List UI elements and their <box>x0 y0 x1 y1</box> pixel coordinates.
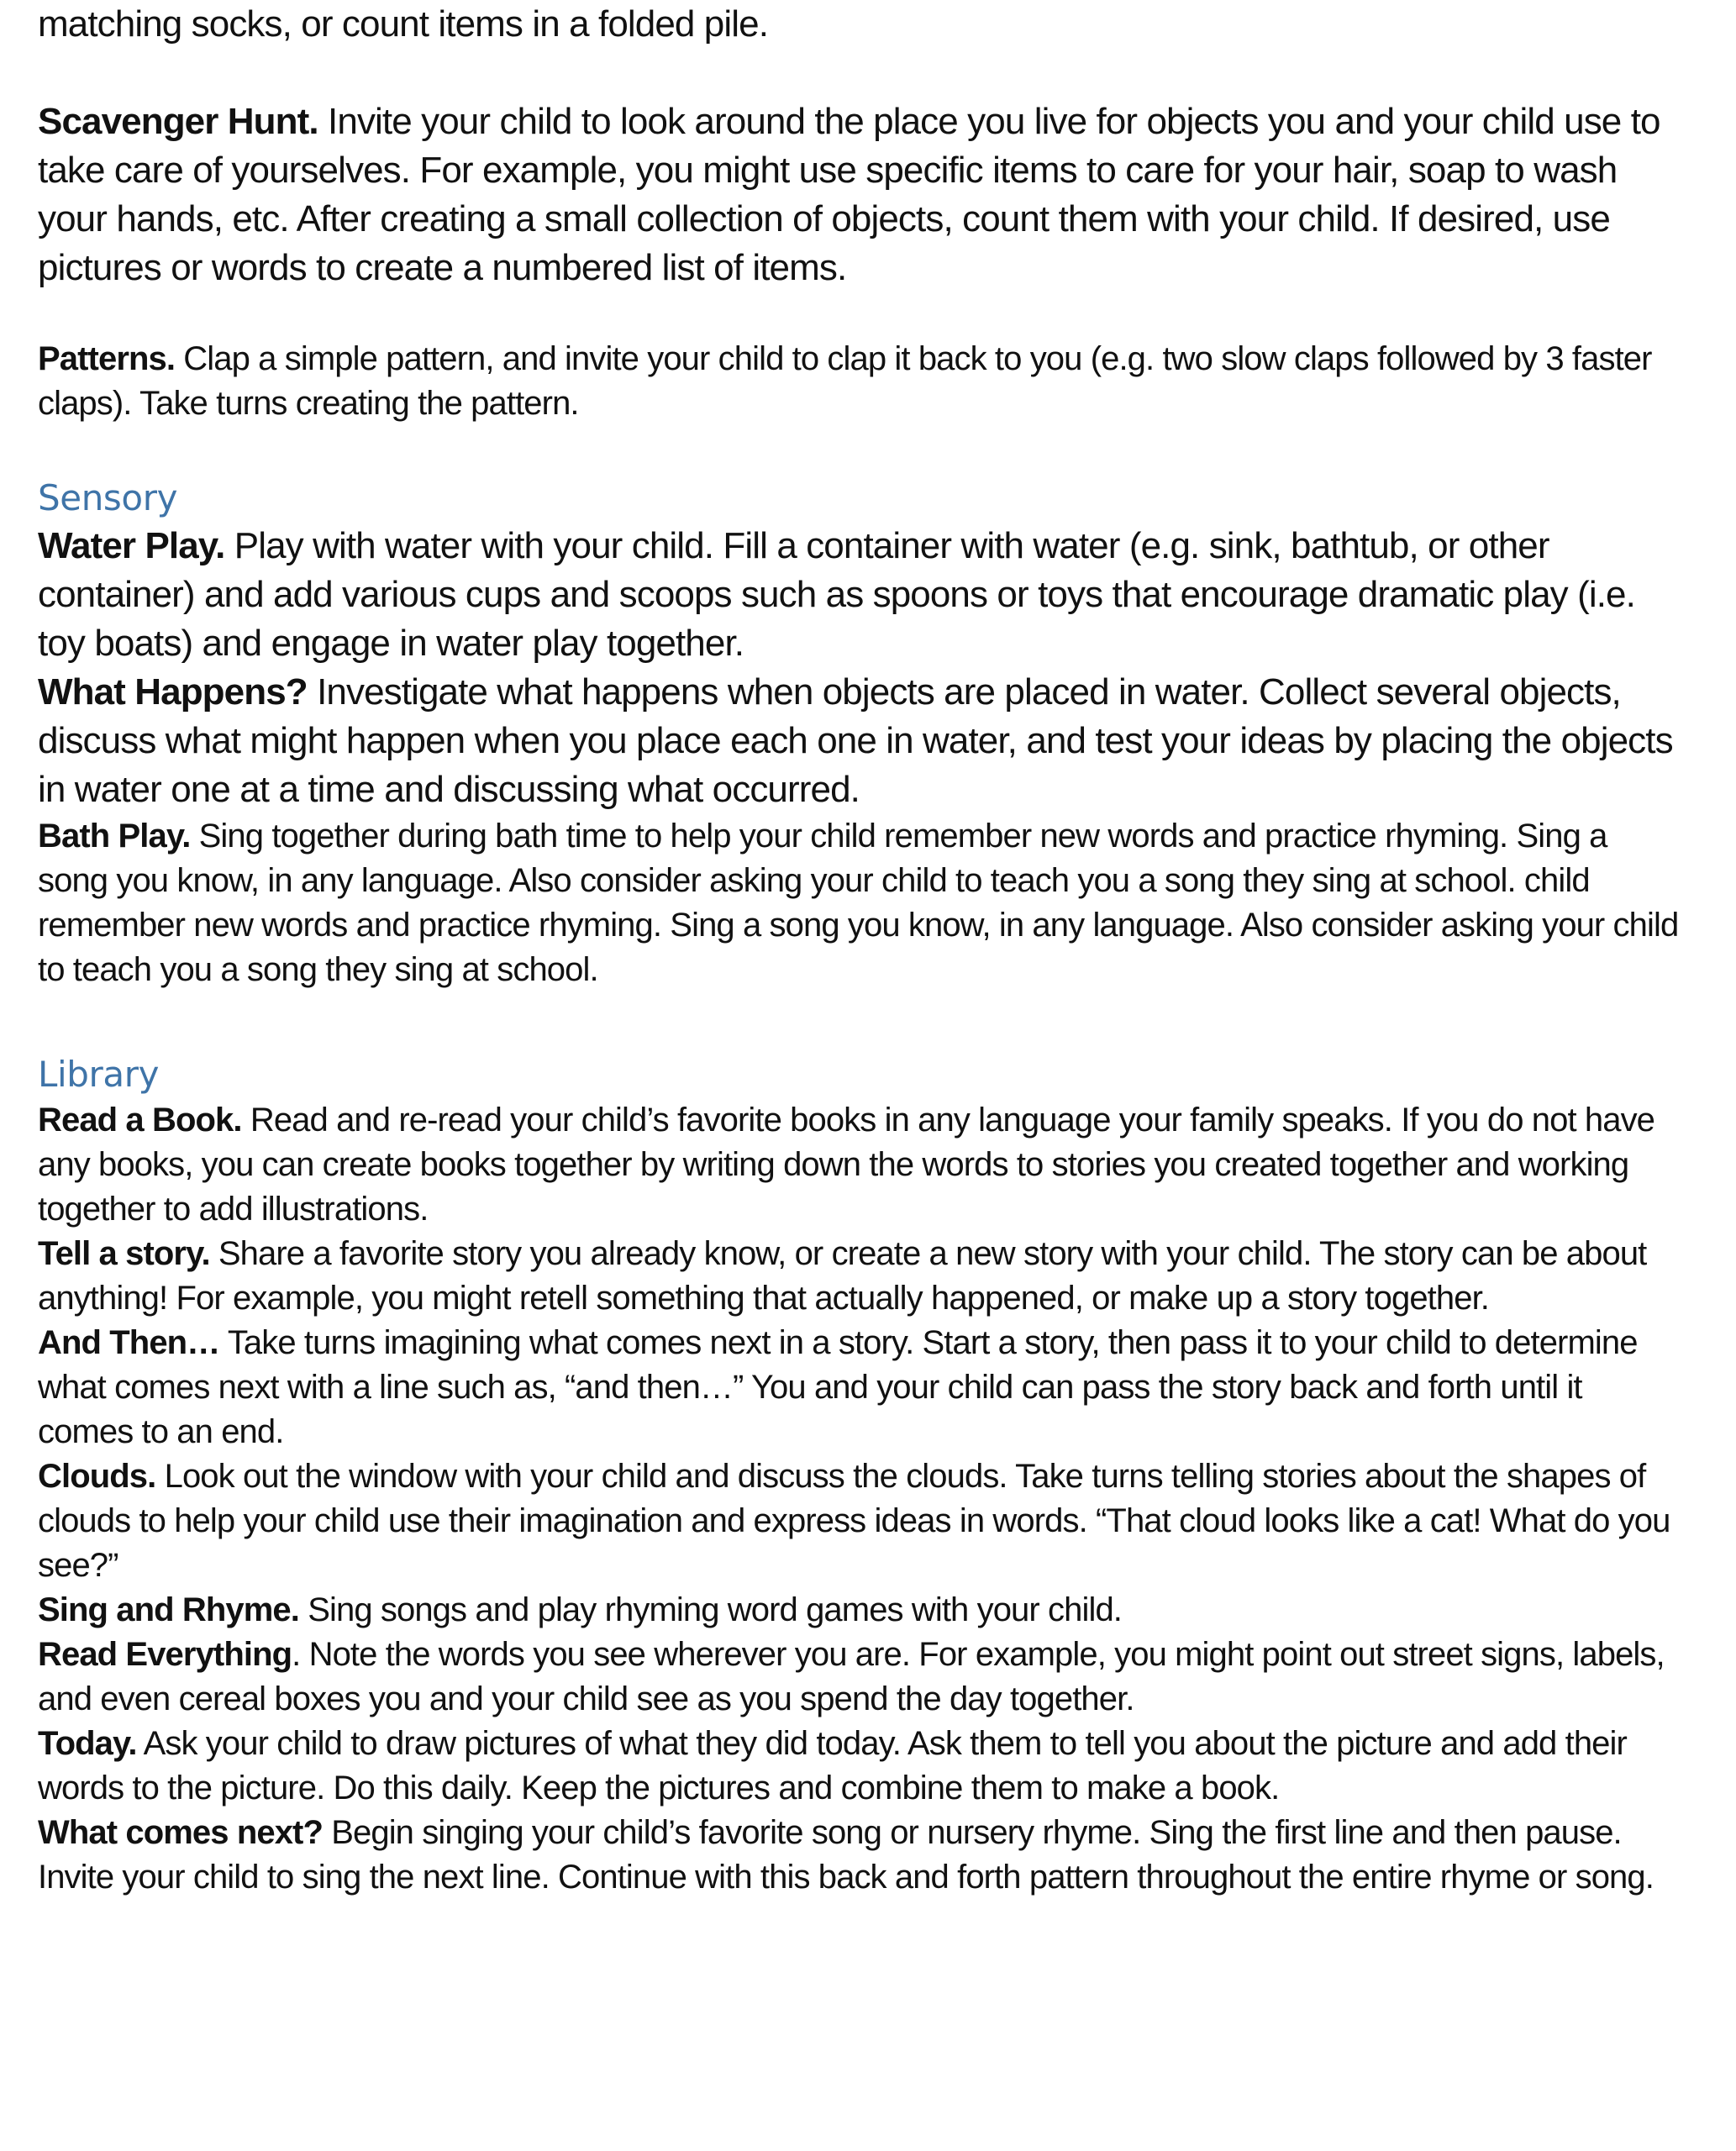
water-play-title: Water Play. <box>38 525 225 566</box>
tell-a-story-paragraph <box>38 1232 1685 1321</box>
tell-a-story-body: Share a favorite story you already know, or create a new story with your child. The story can be about anything! For example, you might retell something that actually happened, or make up a story together. <box>38 1235 1647 1317</box>
scavenger-hunt-paragraph <box>38 97 1685 292</box>
bath-play-title: Bath Play. <box>38 818 191 855</box>
sing-and-rhyme-title: Sing and Rhyme. <box>38 1591 299 1628</box>
clouds-body: Look out the window with your child and discuss the clouds. Take turns telling stories about the shapes of clouds to help your child use their imagination and express ideas in words. “That cloud looks like a cat! What do you see?” <box>38 1458 1670 1584</box>
scavenger-hunt-title: Scavenger Hunt. <box>38 101 318 142</box>
bath-play-paragraph <box>38 814 1685 992</box>
tell-a-story-title: Tell a story. <box>38 1235 210 1272</box>
and-then-title: And Then… <box>38 1324 220 1361</box>
what-happens-body: Investigate what happens when objects are placed in water. Collect several objects, discuss what might happen when you place each one in water, and test your ideas by placing the objects in water one at a time and discussing what occurred. <box>38 671 1673 810</box>
spacer <box>38 49 1685 97</box>
read-everything-title: Read Everything <box>38 1636 292 1673</box>
read-a-book-title: Read a Book. <box>38 1102 242 1139</box>
patterns-paragraph <box>38 337 1685 426</box>
what-comes-next-title: What comes next? <box>38 1814 323 1851</box>
read-a-book-paragraph <box>38 1098 1685 1232</box>
clouds-title: Clouds. <box>38 1458 156 1495</box>
what-comes-next-body: Begin singing your child’s favorite song or nursery rhyme. Sing the first line and then pause. Invite your child to sing the next line. Continue with this back and forth pattern throughout the entire rhyme or song. <box>38 1814 1654 1896</box>
patterns-body: Clap a simple pattern, and invite your child to clap it back to you (e.g. two slow claps followed by 3 faster claps). Take turns creating the pattern. <box>38 340 1652 422</box>
bath-play-body: Sing together during bath time to help your child remember new words and practice rhyming. Sing a song you know, in any language. Also consider asking your child to teach you a song they sing at school. child remember new words and practice rhyming. Sing a song you know, in any language. Also consider asking your child to teach you a song they sing at school. <box>38 818 1679 988</box>
water-play-paragraph <box>38 522 1685 668</box>
water-play-body: Play with water with your child. Fill a container with water (e.g. sink, bathtub, or other container) and add various cups and scoops such as spoons or toys that encourage dramatic play (i.e. toy boats) and engage in water play together. <box>38 525 1635 664</box>
what-comes-next-paragraph <box>38 1811 1685 1900</box>
document-page <box>38 0 1685 1900</box>
sing-and-rhyme-paragraph <box>38 1588 1685 1633</box>
spacer <box>38 426 1685 475</box>
scavenger-hunt-body: Invite your child to look around the place you live for objects you and your child use to take care of yourselves. For example, you might use specific items to care for your hair, soap to wash your hands, etc. After creating a small collection of objects, count them with your child. If desired, use pictures or words to create a numbered list of items. <box>38 101 1660 288</box>
today-paragraph <box>38 1722 1685 1811</box>
and-then-body: Take turns imagining what comes next in a story. Start a story, then pass it to your child to determine what comes next with a line such as, “and then…” You and your child can pass the story back and forth until it comes to an end. <box>38 1324 1638 1450</box>
sing-and-rhyme-body: Sing songs and play rhyming word games with your child. <box>308 1591 1123 1628</box>
what-happens-paragraph <box>38 668 1685 814</box>
library-heading: Library <box>38 1054 160 1095</box>
what-happens-title: What Happens? <box>38 671 308 713</box>
spacer <box>38 992 1685 1051</box>
read-a-book-body: Read and re-read your child’s favorite books in any language your family speaks. If you do not have any books, you can create books together by writing down the words to stories you created together and working together to add illustrations. <box>38 1102 1655 1228</box>
intro-paragraph: matching socks, or count items in a folded pile. <box>38 3 769 45</box>
clouds-paragraph <box>38 1454 1685 1588</box>
today-body: Ask your child to draw pictures of what they did today. Ask them to tell you about the picture and add their words to the picture. Do this daily. Keep the pictures and combine them to make a book. <box>38 1725 1627 1807</box>
patterns-title: Patterns. <box>38 340 176 377</box>
read-everything-body: . Note the words you see wherever you are. For example, you might point out street signs, labels, and even cereal boxes you and your child see as you spend the day together. <box>38 1636 1665 1717</box>
read-everything-paragraph <box>38 1633 1685 1722</box>
and-then-paragraph <box>38 1321 1685 1454</box>
sensory-heading: Sensory <box>38 477 178 518</box>
today-title: Today. <box>38 1725 137 1762</box>
spacer <box>38 292 1685 337</box>
